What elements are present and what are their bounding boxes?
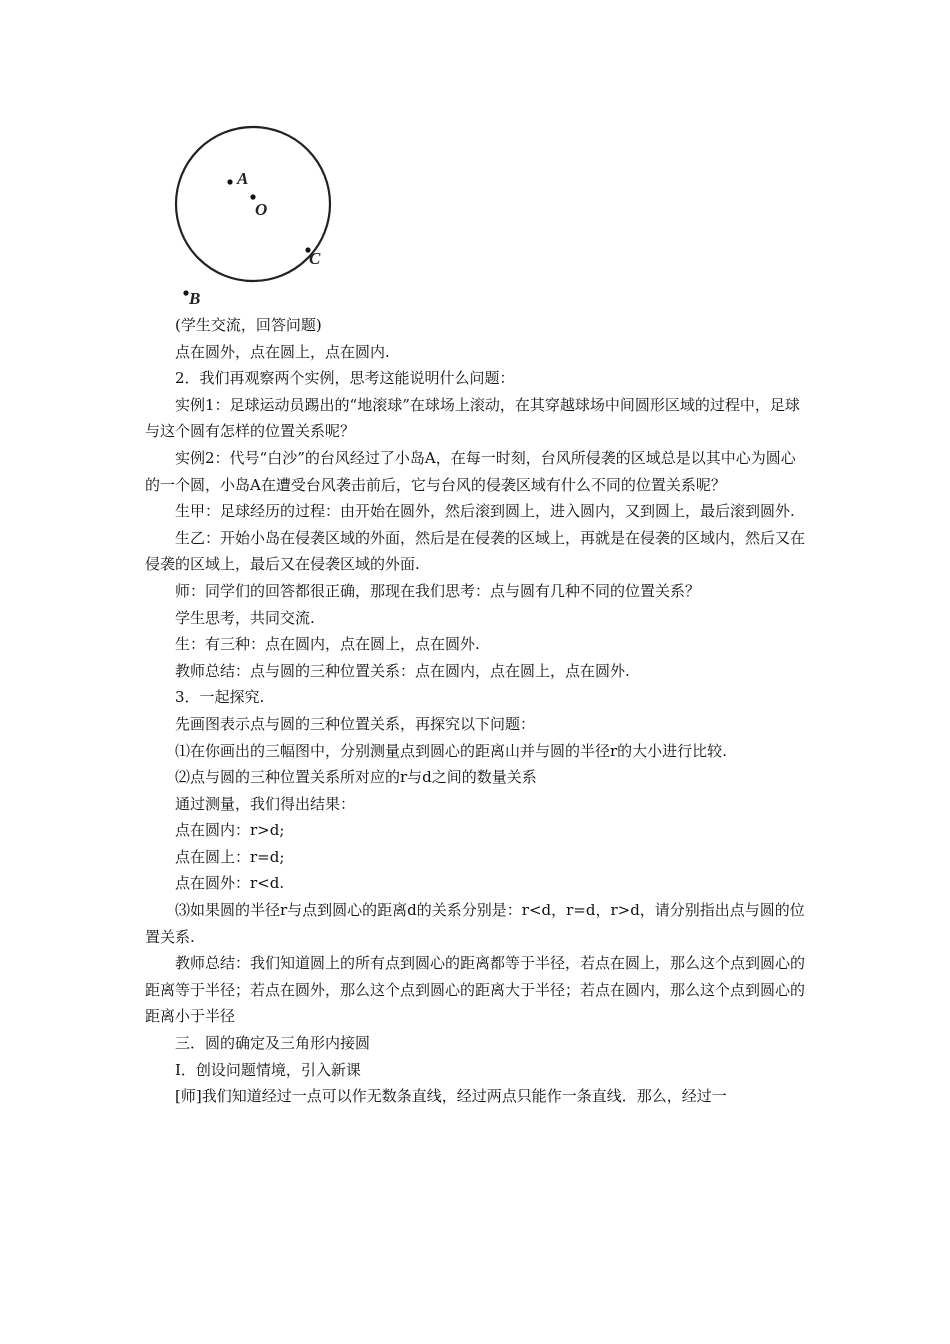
paragraph: 点在圆外，点在圆上，点在圆内. [175,342,390,361]
paragraph: 2．我们再观察两个实例，思考这能说明什么问题： [175,369,515,388]
paragraph: ⑵点与圆的三种位置关系所对应的r与d之间的数量关系 [175,768,537,787]
label-b: B [189,289,201,308]
paragraph: (学生交流，回答问题) [175,316,322,334]
paragraph: 教师总结：我们知道圆上的所有点到圆心的距离都等于半径，若点在圆上，那么这个点到圆心的距离等于半径；若点在圆外，那么这个点到圆心的距离大于半径；若点在圆内，那么这个点到圆心的距离小于半径 [145,954,806,1026]
paragraph: ⑶如果圆的半径r与点到圆心的距离d的关系分别是：r<d，r=d，r>d，请分别指出点与圆的位置关系. [145,901,805,946]
paragraph: 3．一起探究. [175,688,265,707]
paragraph: 先画图表示点与圆的三种位置关系，再探究以下问题： [175,714,536,733]
paragraph: 点在圆上：r=d; [175,847,285,866]
paragraph: 生甲：足球经历的过程：由开始在圆外，然后滚到圆上，进入圆内，又到圆上，最后滚到圆外. [175,502,795,521]
paragraph: 生：有三种：点在圆内，点在圆上，点在圆外. [175,635,480,654]
label-c: C [309,249,321,268]
paragraph: 学生思考，共同交流. [175,608,315,627]
label-o: O [255,200,268,219]
point-b [183,290,188,295]
paragraph: [师]我们知道经过一点可以作无数条直线，经过两点只能作一条直线．那么，经过一 [175,1087,727,1106]
paragraph: 师：同学们的回答都很正确，那现在我们思考：点与圆有几种不同的位置关系？ [175,581,701,600]
paragraph: ⑴在你画出的三幅图中，分别测量点到圆心的距离山并与圆的半径r的大小进行比较. [175,741,727,760]
label-a: A [237,169,249,188]
paragraph: 点在圆外：r<d. [175,874,285,893]
section-heading: 三．圆的确定及三角形内接圆 [175,1034,371,1053]
circle-o [176,127,330,281]
document-body [145,312,810,1110]
paragraph: 点在圆内：r>d; [175,821,285,840]
paragraph: 教师总结：点与圆的三种位置关系：点在圆内，点在圆上，点在圆外. [175,661,630,680]
point-a [227,179,232,184]
paragraph: 通过测量，我们得出结果： [175,794,356,813]
paragraph: 生乙：开始小岛在侵袭区域的外面，然后是在侵袭的区域上，再就是在侵袭的区域内，然后又在侵袭的区域上，最后又在侵袭区域的外面. [145,528,806,574]
paragraph: 实例1：足球运动员踢出的“地滚球”在球场上滚动，在其穿越球场中间圆形区域的过程中，足球与这个圆有怎样的位置关系呢？ [145,395,800,441]
paragraph: 实例2：代号“白沙”的台风经过了小岛A，在每一时刻，台风所侵袭的区域总是以其中心为圆心的一个圆，小岛A在遭受台风袭击前后，它与台风的侵袭区域有什么不同的位置关系呢？ [145,448,796,494]
subsection-heading: Ⅰ．创设问题情境，引入新课 [175,1060,361,1079]
circle-figure [168,112,348,312]
point-o [250,194,255,199]
